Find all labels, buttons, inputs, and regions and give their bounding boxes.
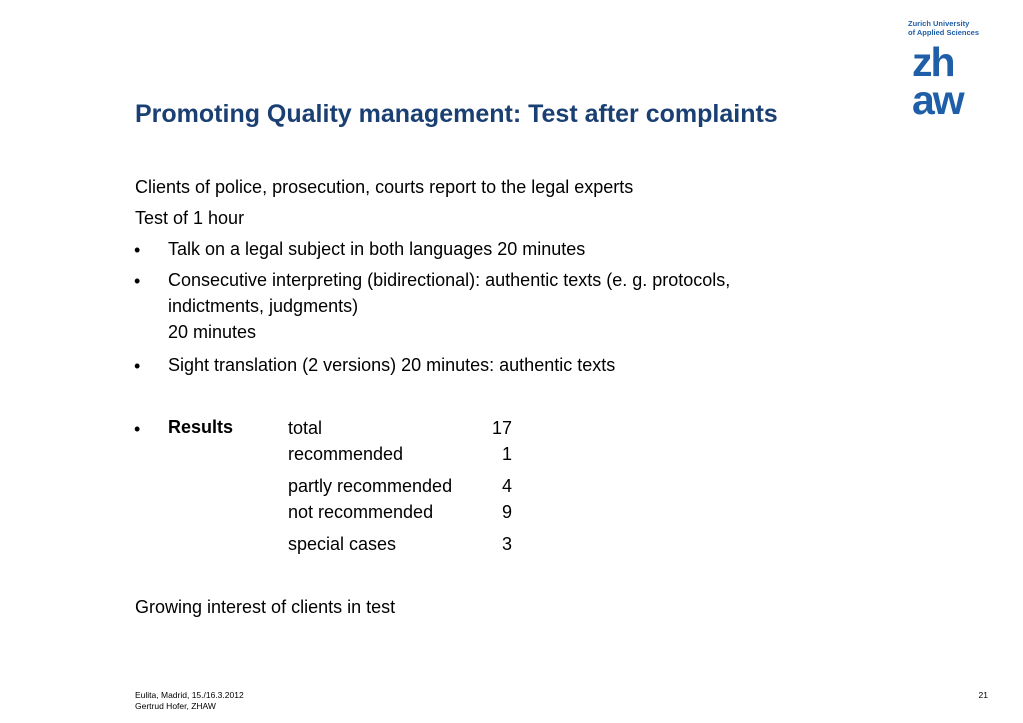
result-name: total [288,418,323,438]
intro-text: Clients of police, prosecution, courts report to the legal experts [135,177,634,197]
footer-event: Eulita, Madrid, 15./16.3.2012 [135,690,244,700]
bullet-marker: • [134,240,141,260]
zhaw-logo [908,20,988,130]
logo-line1: Zurich University [908,19,970,28]
slide-title: Promoting Quality management: Test after complaints [135,100,778,128]
bullet-consecutive-duration: 20 minutes [168,322,257,342]
bullet-consecutive: Consecutive interpreting (bidirectional): authentic texts (e. g. protocols, [168,270,731,290]
bullet-marker: • [134,419,141,439]
result-name: special cases [288,534,397,554]
bullet-marker: • [134,271,141,291]
footer-info [135,690,244,711]
bullet-talk: Talk on a legal subject in both languages 20 minutes [168,239,586,259]
results-label: Results [168,417,234,437]
conclusion-text: Growing interest of clients in test [135,597,396,617]
logo-zh: zh [912,39,954,85]
bullet-consecutive-cont: indictments, judgments) [168,296,359,316]
result-value: 17 [491,418,512,438]
result-value: 4 [501,476,512,496]
result-name: recommended [288,444,404,464]
result-value: 1 [501,444,512,464]
footer-author: Gertrud Hofer, ZHAW [135,700,216,711]
result-name: not recommended [288,502,434,522]
page-number: 21 [978,690,988,700]
result-value: 9 [501,502,512,522]
result-name: partly recommended [288,476,453,496]
bullet-sight-translation: Sight translation (2 versions) 20 minutes: authentic texts [168,355,616,375]
result-value: 3 [501,534,512,554]
logo-line2: of Applied Sciences [908,27,979,37]
test-duration-text: Test of 1 hour [135,208,245,228]
logo-aw: aw [912,77,963,123]
bullet-marker: • [134,356,141,376]
